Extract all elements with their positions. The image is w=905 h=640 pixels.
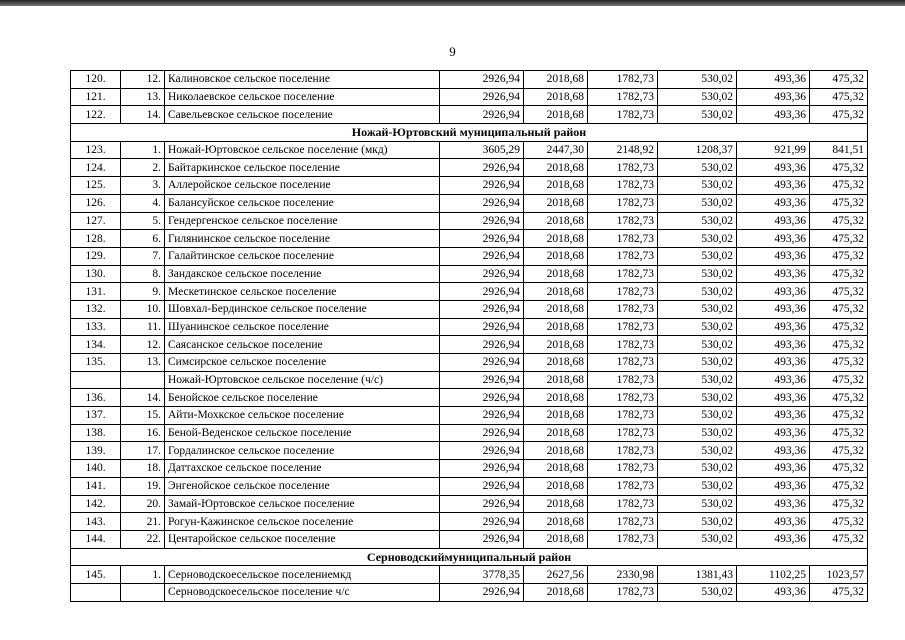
value-cell-1: 2926,94 <box>440 442 524 460</box>
row-index-cell: 125. <box>71 177 121 195</box>
settlement-name-cell: Даттахское сельское поселение <box>165 460 440 478</box>
local-number-cell: 9. <box>121 283 165 301</box>
table-row <box>71 283 868 301</box>
local-number-cell: 20. <box>121 495 165 513</box>
value-cell-6: 1023,57 <box>810 566 868 584</box>
value-cell-4: 530,02 <box>658 354 737 372</box>
settlement-name-cell: Беной-Веденское сельское поселение <box>165 424 440 442</box>
table-row <box>71 530 868 548</box>
local-number-cell: 21. <box>121 513 165 531</box>
value-cell-2: 2018,68 <box>524 371 588 389</box>
value-cell-4: 530,02 <box>658 247 737 265</box>
value-cell-5: 493,36 <box>737 336 810 354</box>
value-cell-2: 2018,68 <box>524 230 588 248</box>
table-row <box>71 71 868 89</box>
value-cell-2: 2018,68 <box>524 460 588 478</box>
value-cell-3: 1782,73 <box>588 513 658 531</box>
value-cell-1: 2926,94 <box>440 194 524 212</box>
page-number: 9 <box>449 44 456 59</box>
row-index-cell: 136. <box>71 389 121 407</box>
settlement-name-cell: Шовхал-Бердинское сельское поселение <box>165 300 440 318</box>
value-cell-1: 2926,94 <box>440 407 524 425</box>
value-cell-2: 2447,30 <box>524 141 588 159</box>
value-cell-3: 1782,73 <box>588 389 658 407</box>
value-cell-2: 2018,68 <box>524 477 588 495</box>
value-cell-3: 1782,73 <box>588 71 658 89</box>
local-number-cell: 12. <box>121 336 165 354</box>
value-cell-5: 493,36 <box>737 477 810 495</box>
value-cell-6: 475,32 <box>810 389 868 407</box>
value-cell-4: 530,02 <box>658 318 737 336</box>
value-cell-4: 530,02 <box>658 460 737 478</box>
value-cell-3: 1782,73 <box>588 336 658 354</box>
value-cell-6: 475,32 <box>810 88 868 106</box>
value-cell-5: 493,36 <box>737 583 810 601</box>
table-row <box>71 336 868 354</box>
settlement-name-cell: Калиновское сельское поселение <box>165 71 440 89</box>
row-index-cell: 144. <box>71 530 121 548</box>
table-row <box>71 88 868 106</box>
value-cell-5: 921,99 <box>737 141 810 159</box>
local-number-cell: 7. <box>121 247 165 265</box>
value-cell-3: 1782,73 <box>588 495 658 513</box>
value-cell-3: 1782,73 <box>588 106 658 124</box>
value-cell-3: 1782,73 <box>588 177 658 195</box>
local-number-cell: 2. <box>121 159 165 177</box>
value-cell-1: 2926,94 <box>440 265 524 283</box>
value-cell-6: 475,32 <box>810 407 868 425</box>
value-cell-2: 2018,68 <box>524 247 588 265</box>
settlement-name-cell: Бенойское сельское поселение <box>165 389 440 407</box>
value-cell-3: 1782,73 <box>588 194 658 212</box>
value-cell-4: 530,02 <box>658 300 737 318</box>
local-number-cell: 14. <box>121 389 165 407</box>
district-section-row <box>71 124 868 142</box>
row-index-cell: 140. <box>71 460 121 478</box>
table-row <box>71 389 868 407</box>
value-cell-4: 530,02 <box>658 336 737 354</box>
value-cell-4: 530,02 <box>658 477 737 495</box>
value-cell-5: 493,36 <box>737 371 810 389</box>
settlement-name-cell: Центаройское сельское поселение <box>165 530 440 548</box>
value-cell-5: 493,36 <box>737 530 810 548</box>
value-cell-6: 475,32 <box>810 106 868 124</box>
row-index-cell: 131. <box>71 283 121 301</box>
value-cell-6: 475,32 <box>810 530 868 548</box>
value-cell-3: 1782,73 <box>588 265 658 283</box>
value-cell-1: 3778,35 <box>440 566 524 584</box>
row-index-cell <box>71 371 121 389</box>
value-cell-3: 1782,73 <box>588 88 658 106</box>
value-cell-6: 475,32 <box>810 265 868 283</box>
value-cell-6: 475,32 <box>810 424 868 442</box>
row-index-cell: 123. <box>71 141 121 159</box>
table-row <box>71 566 868 584</box>
value-cell-5: 1102,25 <box>737 566 810 584</box>
local-number-cell <box>121 583 165 601</box>
value-cell-2: 2018,68 <box>524 583 588 601</box>
local-number-cell <box>121 371 165 389</box>
local-number-cell: 6. <box>121 230 165 248</box>
tariff-table <box>70 70 868 602</box>
settlement-name-cell: Аллеройское сельское поселение <box>165 177 440 195</box>
value-cell-5: 493,36 <box>737 106 810 124</box>
value-cell-5: 493,36 <box>737 318 810 336</box>
settlement-name-cell: Энгенойское сельское поселение <box>165 477 440 495</box>
value-cell-4: 530,02 <box>658 194 737 212</box>
value-cell-2: 2018,68 <box>524 88 588 106</box>
settlement-name-cell: Зандакское сельское поселение <box>165 265 440 283</box>
value-cell-4: 530,02 <box>658 88 737 106</box>
value-cell-4: 530,02 <box>658 159 737 177</box>
value-cell-1: 2926,94 <box>440 300 524 318</box>
value-cell-4: 530,02 <box>658 212 737 230</box>
local-number-cell: 1. <box>121 566 165 584</box>
settlement-name-cell: Ножай-Юртовское сельское поселение (мкд) <box>165 141 440 159</box>
value-cell-1: 2926,94 <box>440 230 524 248</box>
row-index-cell: 135. <box>71 354 121 372</box>
value-cell-1: 2926,94 <box>440 477 524 495</box>
value-cell-2: 2018,68 <box>524 530 588 548</box>
value-cell-1: 2926,94 <box>440 318 524 336</box>
value-cell-4: 530,02 <box>658 583 737 601</box>
value-cell-2: 2627,56 <box>524 566 588 584</box>
value-cell-6: 475,32 <box>810 513 868 531</box>
value-cell-5: 493,36 <box>737 194 810 212</box>
value-cell-2: 2018,68 <box>524 159 588 177</box>
value-cell-1: 2926,94 <box>440 247 524 265</box>
value-cell-1: 2926,94 <box>440 371 524 389</box>
settlement-name-cell: Мескетинское сельское поселение <box>165 283 440 301</box>
row-index-cell: 130. <box>71 265 121 283</box>
settlement-name-cell: Шуанинское сельское поселение <box>165 318 440 336</box>
value-cell-3: 1782,73 <box>588 583 658 601</box>
value-cell-4: 530,02 <box>658 106 737 124</box>
value-cell-3: 1782,73 <box>588 212 658 230</box>
row-index-cell: 120. <box>71 71 121 89</box>
row-index-cell: 126. <box>71 194 121 212</box>
value-cell-4: 530,02 <box>658 283 737 301</box>
row-index-cell: 133. <box>71 318 121 336</box>
value-cell-1: 2926,94 <box>440 212 524 230</box>
value-cell-3: 1782,73 <box>588 247 658 265</box>
value-cell-5: 493,36 <box>737 389 810 407</box>
value-cell-1: 2926,94 <box>440 460 524 478</box>
value-cell-6: 841,51 <box>810 141 868 159</box>
value-cell-4: 530,02 <box>658 71 737 89</box>
settlement-name-cell: Гендергенское сельское поселение <box>165 212 440 230</box>
settlement-name-cell: Серноводскоесельское поселениемкд <box>165 566 440 584</box>
value-cell-2: 2018,68 <box>524 389 588 407</box>
table-row <box>71 177 868 195</box>
value-cell-1: 2926,94 <box>440 495 524 513</box>
value-cell-5: 493,36 <box>737 407 810 425</box>
value-cell-4: 530,02 <box>658 265 737 283</box>
row-index-cell: 138. <box>71 424 121 442</box>
value-cell-3: 1782,73 <box>588 371 658 389</box>
local-number-cell: 15. <box>121 407 165 425</box>
value-cell-2: 2018,68 <box>524 407 588 425</box>
table-row <box>71 513 868 531</box>
local-number-cell: 14. <box>121 106 165 124</box>
district-section-title: Серноводскиймуниципальный район <box>71 548 868 566</box>
value-cell-1: 2926,94 <box>440 71 524 89</box>
value-cell-3: 1782,73 <box>588 460 658 478</box>
row-index-cell: 121. <box>71 88 121 106</box>
settlement-name-cell: Галайтинское сельское поселение <box>165 247 440 265</box>
district-section-row <box>71 548 868 566</box>
table-row <box>71 159 868 177</box>
value-cell-6: 475,32 <box>810 247 868 265</box>
local-number-cell: 17. <box>121 442 165 460</box>
value-cell-4: 1381,43 <box>658 566 737 584</box>
table-row <box>71 460 868 478</box>
value-cell-1: 2926,94 <box>440 354 524 372</box>
value-cell-5: 493,36 <box>737 71 810 89</box>
value-cell-6: 475,32 <box>810 583 868 601</box>
local-number-cell: 8. <box>121 265 165 283</box>
value-cell-5: 493,36 <box>737 424 810 442</box>
value-cell-6: 475,32 <box>810 283 868 301</box>
row-index-cell: 128. <box>71 230 121 248</box>
value-cell-2: 2018,68 <box>524 300 588 318</box>
local-number-cell: 13. <box>121 88 165 106</box>
value-cell-5: 493,36 <box>737 442 810 460</box>
value-cell-2: 2018,68 <box>524 71 588 89</box>
value-cell-6: 475,32 <box>810 159 868 177</box>
value-cell-1: 2926,94 <box>440 106 524 124</box>
settlement-name-cell: Саясанское сельское поселение <box>165 336 440 354</box>
settlement-name-cell: Савельевское сельское поселение <box>165 106 440 124</box>
settlement-name-cell: Рогун-Кажинское сельское поселение <box>165 513 440 531</box>
table-row <box>71 106 868 124</box>
local-number-cell: 12. <box>121 71 165 89</box>
table-row <box>71 141 868 159</box>
value-cell-4: 530,02 <box>658 230 737 248</box>
value-cell-4: 530,02 <box>658 389 737 407</box>
settlement-name-cell: Балансуйское сельское поселение <box>165 194 440 212</box>
row-index-cell: 129. <box>71 247 121 265</box>
value-cell-2: 2018,68 <box>524 177 588 195</box>
value-cell-3: 2148,92 <box>588 141 658 159</box>
row-index-cell: 145. <box>71 566 121 584</box>
value-cell-6: 475,32 <box>810 177 868 195</box>
value-cell-4: 530,02 <box>658 530 737 548</box>
settlement-name-cell: Замай-Юртовское сельское поселение <box>165 495 440 513</box>
value-cell-3: 1782,73 <box>588 442 658 460</box>
district-section-title: Ножай-Юртовский муниципальный район <box>71 124 868 142</box>
settlement-name-cell: Айти-Мохкское сельское поселение <box>165 407 440 425</box>
value-cell-2: 2018,68 <box>524 513 588 531</box>
row-index-cell: 127. <box>71 212 121 230</box>
value-cell-2: 2018,68 <box>524 106 588 124</box>
local-number-cell: 4. <box>121 194 165 212</box>
value-cell-2: 2018,68 <box>524 283 588 301</box>
value-cell-5: 493,36 <box>737 300 810 318</box>
table-row <box>71 300 868 318</box>
value-cell-1: 2926,94 <box>440 283 524 301</box>
table-row <box>71 230 868 248</box>
value-cell-2: 2018,68 <box>524 354 588 372</box>
local-number-cell: 16. <box>121 424 165 442</box>
value-cell-4: 530,02 <box>658 177 737 195</box>
settlement-name-cell: Серноводскоесельское поселение ч/с <box>165 583 440 601</box>
settlement-name-cell: Симсирское сельское поселение <box>165 354 440 372</box>
value-cell-6: 475,32 <box>810 212 868 230</box>
value-cell-6: 475,32 <box>810 336 868 354</box>
value-cell-3: 1782,73 <box>588 230 658 248</box>
value-cell-4: 530,02 <box>658 371 737 389</box>
value-cell-5: 493,36 <box>737 177 810 195</box>
value-cell-2: 2018,68 <box>524 424 588 442</box>
value-cell-6: 475,32 <box>810 71 868 89</box>
value-cell-2: 2018,68 <box>524 212 588 230</box>
row-index-cell: 134. <box>71 336 121 354</box>
local-number-cell: 1. <box>121 141 165 159</box>
value-cell-4: 530,02 <box>658 513 737 531</box>
value-cell-6: 475,32 <box>810 477 868 495</box>
value-cell-5: 493,36 <box>737 212 810 230</box>
value-cell-3: 1782,73 <box>588 159 658 177</box>
value-cell-6: 475,32 <box>810 495 868 513</box>
local-number-cell: 22. <box>121 530 165 548</box>
value-cell-1: 2926,94 <box>440 530 524 548</box>
scan-top-edge <box>0 0 905 6</box>
row-index-cell: 143. <box>71 513 121 531</box>
value-cell-5: 493,36 <box>737 247 810 265</box>
table-row <box>71 495 868 513</box>
row-index-cell: 137. <box>71 407 121 425</box>
value-cell-6: 475,32 <box>810 371 868 389</box>
value-cell-2: 2018,68 <box>524 194 588 212</box>
value-cell-3: 1782,73 <box>588 407 658 425</box>
local-number-cell: 5. <box>121 212 165 230</box>
value-cell-3: 1782,73 <box>588 424 658 442</box>
value-cell-3: 1782,73 <box>588 477 658 495</box>
table-row <box>71 318 868 336</box>
value-cell-6: 475,32 <box>810 300 868 318</box>
value-cell-5: 493,36 <box>737 159 810 177</box>
value-cell-5: 493,36 <box>737 460 810 478</box>
value-cell-5: 493,36 <box>737 495 810 513</box>
value-cell-1: 2926,94 <box>440 336 524 354</box>
table-row <box>71 194 868 212</box>
value-cell-1: 2926,94 <box>440 88 524 106</box>
settlement-name-cell: Байтаркинское сельское поселение <box>165 159 440 177</box>
value-cell-5: 493,36 <box>737 283 810 301</box>
value-cell-6: 475,32 <box>810 460 868 478</box>
value-cell-6: 475,32 <box>810 194 868 212</box>
table-row <box>71 477 868 495</box>
value-cell-1: 2926,94 <box>440 583 524 601</box>
value-cell-2: 2018,68 <box>524 442 588 460</box>
row-index-cell: 122. <box>71 106 121 124</box>
value-cell-2: 2018,68 <box>524 318 588 336</box>
local-number-cell: 11. <box>121 318 165 336</box>
value-cell-1: 2926,94 <box>440 389 524 407</box>
row-index-cell <box>71 583 121 601</box>
value-cell-6: 475,32 <box>810 354 868 372</box>
value-cell-3: 1782,73 <box>588 318 658 336</box>
value-cell-3: 1782,73 <box>588 530 658 548</box>
settlement-name-cell: Ножай-Юртовское сельское поселение (ч/с) <box>165 371 440 389</box>
value-cell-1: 2926,94 <box>440 159 524 177</box>
local-number-cell: 10. <box>121 300 165 318</box>
value-cell-3: 1782,73 <box>588 354 658 372</box>
value-cell-5: 493,36 <box>737 230 810 248</box>
value-cell-3: 1782,73 <box>588 283 658 301</box>
value-cell-5: 493,36 <box>737 354 810 372</box>
table-body <box>71 71 868 602</box>
table-row <box>71 212 868 230</box>
table-row <box>71 442 868 460</box>
value-cell-5: 493,36 <box>737 265 810 283</box>
value-cell-3: 1782,73 <box>588 300 658 318</box>
value-cell-2: 2018,68 <box>524 265 588 283</box>
value-cell-4: 530,02 <box>658 442 737 460</box>
table-row <box>71 265 868 283</box>
table-row <box>71 371 868 389</box>
table-row <box>71 407 868 425</box>
settlement-name-cell: Гордалинское сельское поселение <box>165 442 440 460</box>
value-cell-4: 530,02 <box>658 407 737 425</box>
value-cell-4: 530,02 <box>658 495 737 513</box>
row-index-cell: 141. <box>71 477 121 495</box>
value-cell-5: 493,36 <box>737 513 810 531</box>
value-cell-1: 2926,94 <box>440 177 524 195</box>
local-number-cell: 19. <box>121 477 165 495</box>
value-cell-1: 2926,94 <box>440 513 524 531</box>
value-cell-1: 2926,94 <box>440 424 524 442</box>
table-row <box>71 583 868 601</box>
table-row <box>71 354 868 372</box>
local-number-cell: 18. <box>121 460 165 478</box>
value-cell-6: 475,32 <box>810 230 868 248</box>
value-cell-2: 2018,68 <box>524 336 588 354</box>
value-cell-1: 3605,29 <box>440 141 524 159</box>
row-index-cell: 132. <box>71 300 121 318</box>
table-row <box>71 424 868 442</box>
row-index-cell: 139. <box>71 442 121 460</box>
value-cell-3: 2330,98 <box>588 566 658 584</box>
value-cell-5: 493,36 <box>737 88 810 106</box>
value-cell-6: 475,32 <box>810 442 868 460</box>
settlement-name-cell: Николаевское сельское поселение <box>165 88 440 106</box>
row-index-cell: 142. <box>71 495 121 513</box>
value-cell-2: 2018,68 <box>524 495 588 513</box>
table-row <box>71 247 868 265</box>
value-cell-4: 1208,37 <box>658 141 737 159</box>
value-cell-4: 530,02 <box>658 424 737 442</box>
row-index-cell: 124. <box>71 159 121 177</box>
local-number-cell: 13. <box>121 354 165 372</box>
local-number-cell: 3. <box>121 177 165 195</box>
settlement-name-cell: Гилянинское сельское поселение <box>165 230 440 248</box>
value-cell-6: 475,32 <box>810 318 868 336</box>
